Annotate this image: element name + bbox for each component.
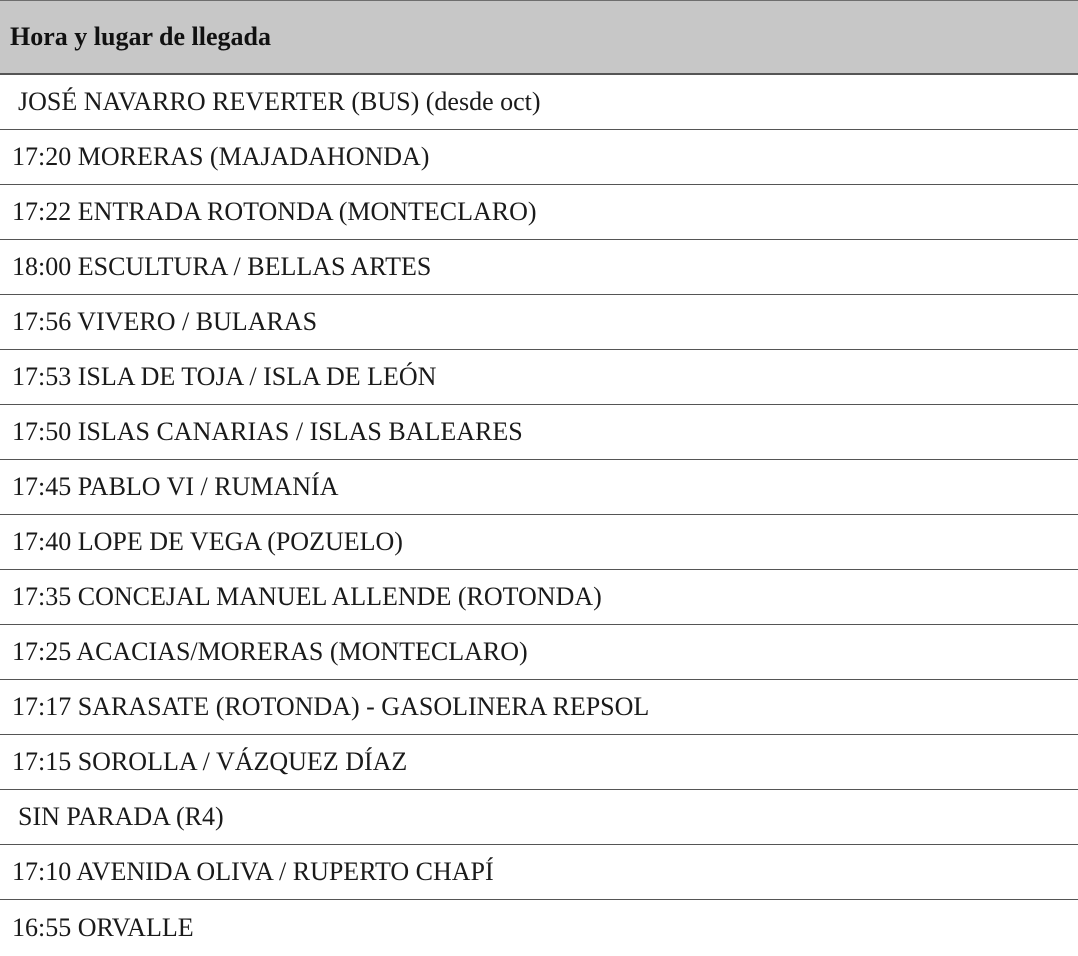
table-row: 17:35 CONCEJAL MANUEL ALLENDE (ROTONDA) (0, 570, 1078, 625)
table-row: SIN PARADA (R4) (0, 790, 1078, 845)
table-row: 17:15 SOROLLA / VÁZQUEZ DÍAZ (0, 735, 1078, 790)
table-row: 17:20 MORERAS (MAJADAHONDA) (0, 130, 1078, 185)
table-row: 17:10 AVENIDA OLIVA / RUPERTO CHAPÍ (0, 845, 1078, 900)
table-header: Hora y lugar de llegada (0, 1, 1078, 75)
table-row: 17:25 ACACIAS/MORERAS (MONTECLARO) (0, 625, 1078, 680)
table-row: 17:56 VIVERO / BULARAS (0, 295, 1078, 350)
table-row: 17:22 ENTRADA ROTONDA (MONTECLARO) (0, 185, 1078, 240)
table-row: 17:50 ISLAS CANARIAS / ISLAS BALEARES (0, 405, 1078, 460)
table-row: 17:40 LOPE DE VEGA (POZUELO) (0, 515, 1078, 570)
table-row: JOSÉ NAVARRO REVERTER (BUS) (desde oct) (0, 75, 1078, 130)
table-row: 17:53 ISLA DE TOJA / ISLA DE LEÓN (0, 350, 1078, 405)
table-row: 16:55 ORVALLE (12, 912, 194, 942)
table-row: 17:17 SARASATE (ROTONDA) - GASOLINERA REPSOL (0, 680, 1078, 735)
table-row: 18:00 ESCULTURA / BELLAS ARTES (0, 240, 1078, 295)
table-body (0, 75, 1078, 955)
table-row: 17:45 PABLO VI / RUMANÍA (0, 460, 1078, 515)
